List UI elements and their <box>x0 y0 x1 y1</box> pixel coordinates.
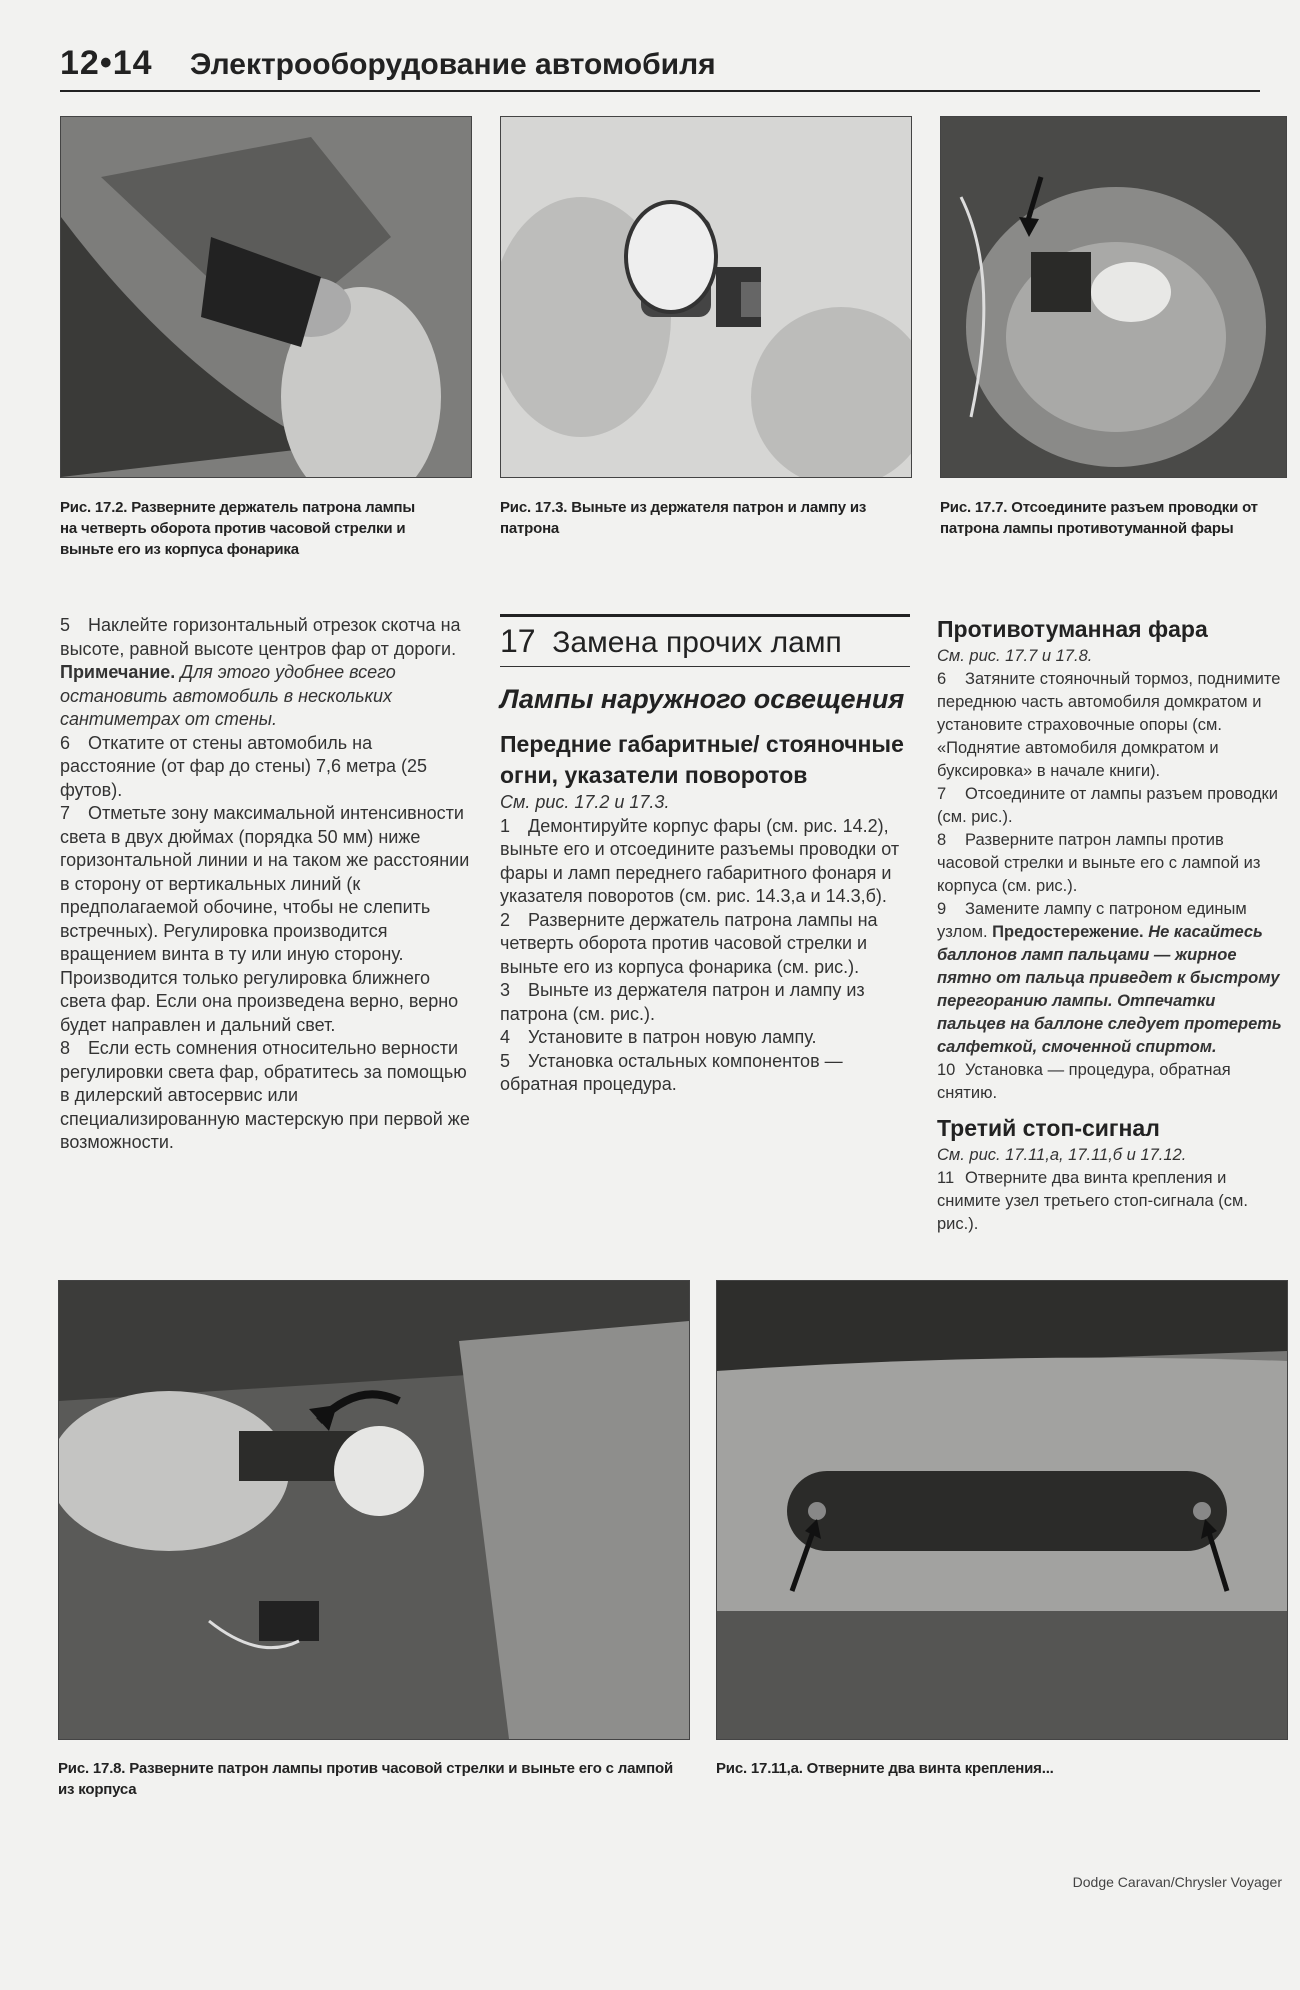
figure-reference: См. рис. 17.2 и 17.3. <box>500 792 670 812</box>
paragraph-1: 1 Демонтируйте корпус фары (см. рис. 14.2), выньте его и отсоедините разъемы проводки от фары и ламп переднего габаритного фонаря и указателя поворотов (см. рис. 14.3,а и 14.3,б). <box>500 815 900 906</box>
paragraph-7c: 7 Отсоедините от лампы разъем проводки (см. рис.). <box>937 785 1278 826</box>
subheading-fog-light: Противотуманная фара <box>937 616 1208 642</box>
column-2 <box>500 614 910 1097</box>
caption-fig-17-11a: Рис. 17.11,а. Отверните два винта крепления... <box>716 1760 1054 1777</box>
photo-fig-17-7 <box>940 116 1287 478</box>
paragraph-9c: 9 Замените лампу с патроном единым узлом. Предостережение. Не касайтесь баллонов ламп пальцами — жирное пятно от пальца приведет к быстрому перегоранию лампы. Отпечатки пальцев на баллоне следует протереть салфеткой, смоченной спиртом. <box>937 900 1282 1056</box>
paragraph-6c: 6 Затяните стояночный тормоз, поднимите переднюю часть автомобиля домкратом и установите страховочные опоры (см. «Поднятие автомобиля домкратом и буксировка» в начале книги). <box>937 670 1281 780</box>
paragraph-8: 8 Если есть сомнения относительно верности регулировки света фар, обратитесь за помощью в дилерский автосервис или специализированную мастерскую при первой же возможности. <box>60 1038 470 1152</box>
paragraph-6: 6 Откатите от стены автомобиль на расстояние (от фар до стены) 7,6 метра (25 футов). <box>60 732 428 800</box>
footer-model: Dodge Caravan/Chrysler Voyager <box>1072 1874 1282 1890</box>
subheading-third-stop: Третий стоп-сигнал <box>937 1115 1160 1141</box>
paragraph-2: 2 Разверните держатель патрона лампы на четверть оборота против часовой стрелки и выньте его из корпуса фонарика (см. рис.). <box>500 909 878 977</box>
page-title: Электрооборудование автомобиля <box>190 48 716 81</box>
paragraph-8c: 8 Разверните патрон лампы против часовой стрелки и выньте его с лампой из корпуса (см. рис.). <box>937 831 1261 895</box>
column-3 <box>937 614 1287 1236</box>
caption-fig-17-8: Рис. 17.8. Разверните патрон лампы против часовой стрелки и выньте его с лампой из корпуса <box>58 1760 673 1798</box>
photo-fig-17-11a <box>716 1280 1288 1740</box>
figure-reference-stop: См. рис. 17.11,а, 17.11,б и 17.12. <box>937 1146 1187 1164</box>
subsection-heading: Лампы наружного освещения <box>500 684 905 714</box>
paragraph-7: 7 Отметьте зону максимальной интенсивности света в двух дюймах (порядка 50 мм) ниже горизонтальной линии и на таком же расстоянии в сторону от вертикальных линий (к предполагаемой обочине, чтобы не слепить встречных). Регулировка производится вращением винта в ту или иную сторону. Производится только регулировка ближнего света фар. Если она произведена верно, верно будет направлен и дальний свет. <box>60 803 470 1035</box>
section-number: 17 <box>500 623 536 659</box>
page-number: 12•14 <box>60 44 153 82</box>
photo-fig-17-2 <box>60 116 472 478</box>
photo-fig-17-3 <box>500 116 912 478</box>
paragraph-5b: 5 Установка остальных компонентов — обратная процедура. <box>500 1050 843 1094</box>
paragraph-4: 4 Установите в патрон новую лампу. <box>500 1027 817 1047</box>
caption-fig-17-7: Рис. 17.7. Отсоедините разъем проводки от патрона лампы противотуманной фары <box>940 499 1258 537</box>
paragraph-10c: 10 Установка — процедура, обратная снятию. <box>937 1061 1231 1102</box>
caption-fig-17-2: Рис. 17.2. Разверните держатель патрона лампы на четверть оборота против часовой стрелки и выньте его из корпуса фонарика <box>60 499 415 558</box>
paragraph-3: 3 Выньте из держателя патрон и лампу из патрона (см. рис.). <box>500 980 865 1024</box>
section-heading <box>500 614 910 667</box>
column-1 <box>60 614 470 1155</box>
photo-fig-17-8 <box>58 1280 690 1740</box>
figure-reference-fog: См. рис. 17.7 и 17.8. <box>937 647 1093 665</box>
paragraph-11c: 11 Отверните два винта крепления и снимите узел третьего стоп-сигнала (см. рис.). <box>937 1169 1248 1233</box>
caption-fig-17-3: Рис. 17.3. Выньте из держателя патрон и лампу из патрона <box>500 499 867 537</box>
paragraph-5: 5 Наклейте горизонтальный отрезок скотча на высоте, равной высоте центров фар от дороги. Примечание. Для этого удобнее всего остановить автомобиль в нескольких сантиметрах от стены. <box>60 615 461 729</box>
subheading-front-lights: Передние габаритные/ стояночные огни, указатели поворотов <box>500 731 904 788</box>
section-title: Замена прочих ламп <box>552 626 842 659</box>
page-header <box>60 42 1260 92</box>
